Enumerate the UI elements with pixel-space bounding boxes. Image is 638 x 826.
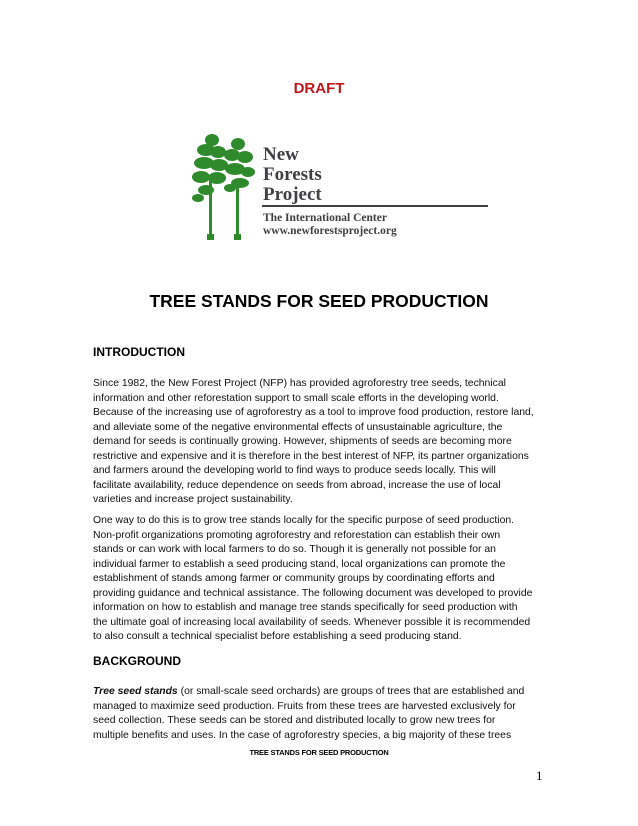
introduction-paragraph-1: Since 1982, the New Forest Project (NFP) has provided agroforestry tree seeds, technical information and other reforestation support to small scale efforts in the developing world. Because of the increasing use of agroforestry as a tool to improve food production, restore land, and alleviate some of the negative environmental effects of unsustainable agriculture, the demand for seeds is continually growing. However, shipments of seeds are becoming more restrictive and expensive and it is therefore in the best interest of NFP, its partner organizations and farmers around the developing world to find ways to produce seeds locally. This will facilitate availability, reduce dependence on seeds from abroad, increase the use of local varieties and increase project sustainability. xyxy=(93,378,534,505)
draft-label: DRAFT xyxy=(293,80,345,97)
logo-name: New Forests Project xyxy=(263,144,322,205)
background-term: Tree seed stands xyxy=(93,686,178,697)
new-forests-project-logo xyxy=(190,130,490,245)
logo-subtitle: The International Center www.newforestsproject.org xyxy=(263,212,397,237)
introduction-paragraph-2: One way to do this is to grow tree stands locally for the specific purpose of seed production. Non-profit organizations promoting agroforestry and reforestation can establish their own stands or can work with local farmers to do so. Though it is generally not possible for an individual farmer to establish a seed producing stand, local organizations can promote the establishment of stands among farmer or community groups by coordinating efforts and providing guidance and technical assistance. The following document was developed to provide information on how to establish and manage tree stands specifically for seed production with the ultimate goal of increasing local availability of seeds. Whenever possible it is recommended to also consult a technical specialist before establishing a seed producing stand. xyxy=(93,515,533,642)
trees-icon xyxy=(190,130,262,242)
background-heading: BACKGROUND xyxy=(93,654,181,668)
document-title: TREE STANDS FOR SEED PRODUCTION xyxy=(149,291,489,311)
logo-divider xyxy=(262,205,488,207)
introduction-heading: INTRODUCTION xyxy=(93,345,185,359)
background-paragraph: Tree seed stands (or small-scale seed orchards) are groups of trees that are established and managed to maximize seed production. Fruits from these trees are harvested exclusively for seed collection. These seeds can be stored and distributed locally to grow new trees for multiple benefits and uses. In the case of agroforestry species, a big majority of these trees xyxy=(93,686,525,741)
running-footer-title: TREE STANDS FOR SEED PRODUCTION xyxy=(249,748,389,757)
page-number: 1 xyxy=(536,768,543,783)
